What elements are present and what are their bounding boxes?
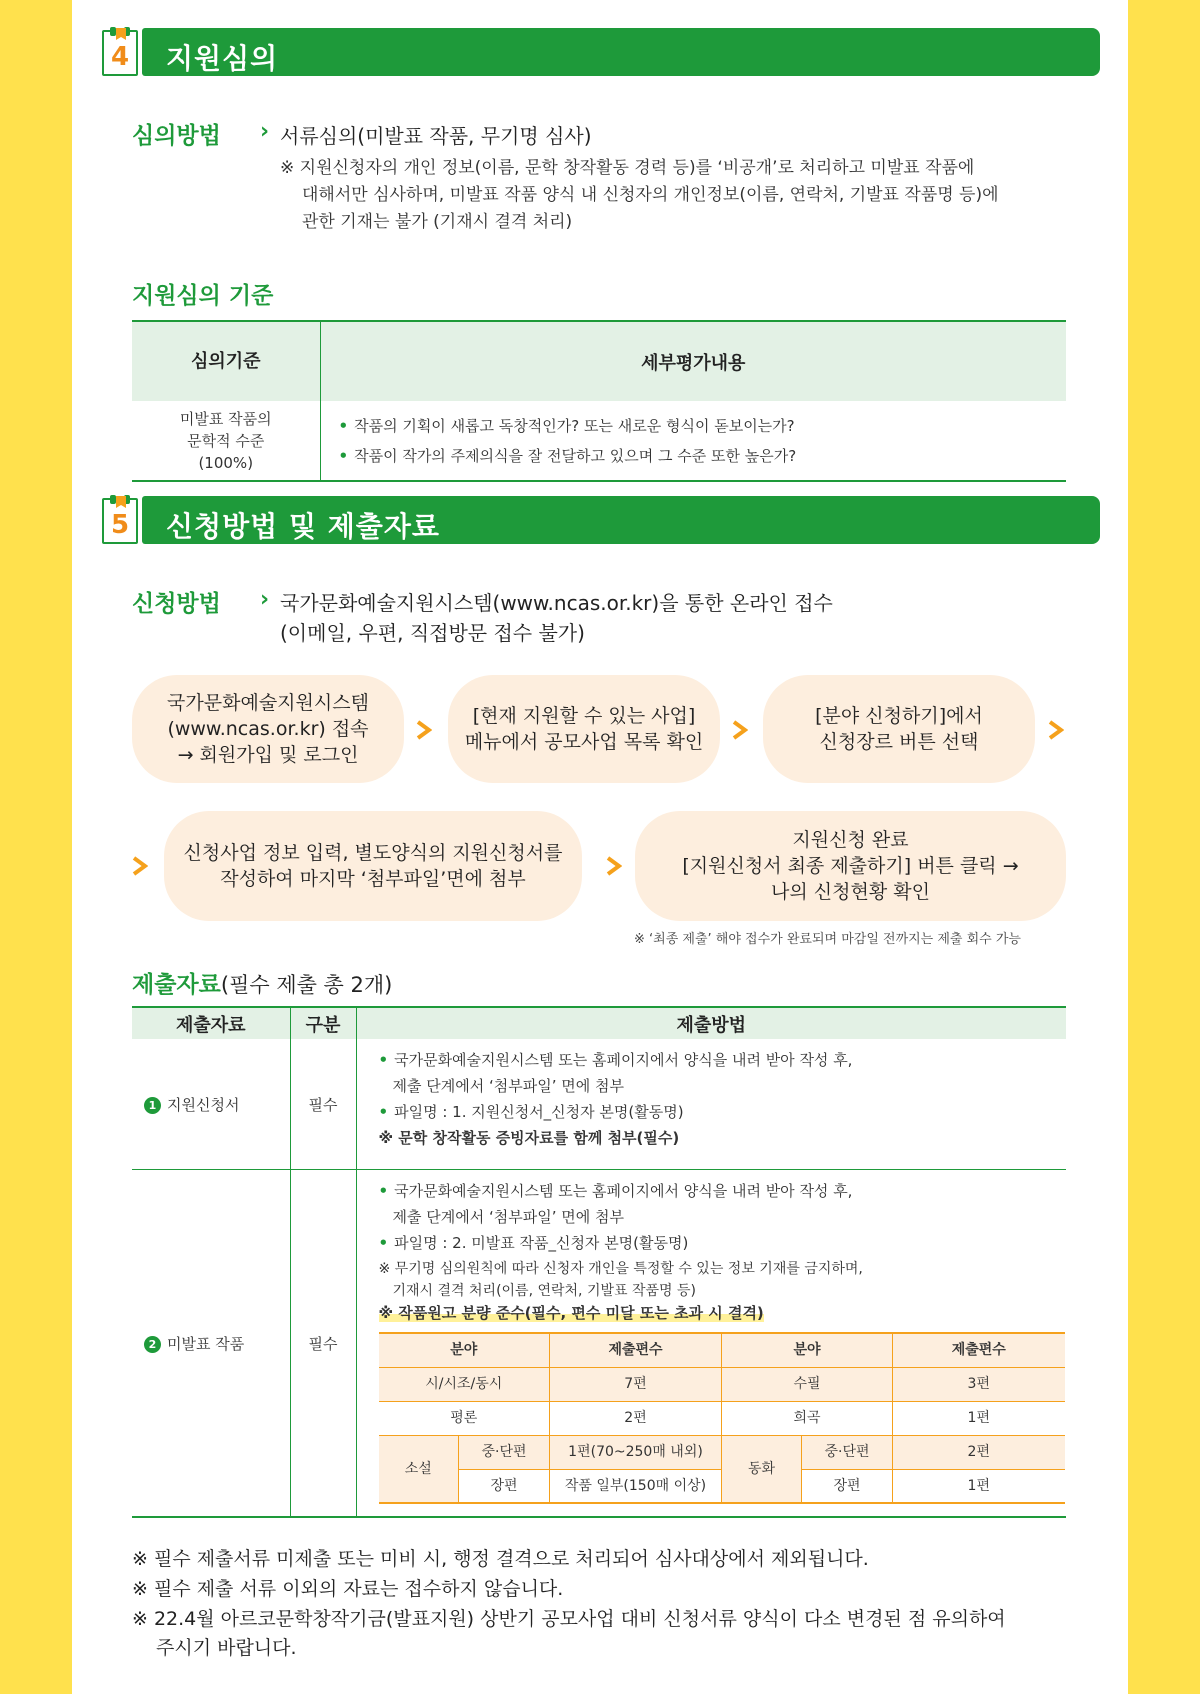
materials-header-1: 제출자료 [132,1007,290,1039]
review-method-label: 심의방법 [132,123,221,149]
criteria-row-label [132,401,320,481]
genre-cell: 평론 [379,1401,550,1435]
count-cell: 1편 [893,1469,1065,1503]
step-5 [635,811,1066,921]
materials-table [132,1006,1066,1518]
calendar-icon [102,498,138,544]
genre-cell: 시/시조/동시 [379,1367,550,1401]
count-cell: 1편(70~250매 내외) [550,1435,722,1469]
materials-title-rest: (필수 제출 총 2개) [220,973,393,997]
inner-header: 분야 [722,1333,893,1367]
criteria-header-2: 세부평가내용 [320,321,1066,401]
subgenre-cell: 중·단편 [459,1435,550,1469]
step-text: [지원신청서 최종 제출하기] 버튼 클릭 → [682,855,1019,877]
inner-header: 분야 [379,1333,550,1367]
section-title: 신청방법 및 제출자료 [166,510,440,543]
subgenre-cell: 중·단편 [802,1435,893,1469]
bullet-icon: • [378,1103,389,1121]
bullet-icon: • [338,446,349,465]
detail-line [379,1230,1067,1256]
bullet-icon: • [378,1182,389,1200]
material-detail [356,1039,1066,1170]
chevron-right-icon [606,856,622,876]
step-1 [132,675,404,783]
criteria-label-line: (100%) [198,453,254,472]
detail-note: 기재시 결격 처리(이름, 연락처, 기발표 작품명 등) [392,1283,696,1299]
materials-header-3: 제출방법 [356,1007,1066,1039]
count-cell: 2편 [893,1435,1065,1469]
step-text: 신청사업 정보 입력, 별도양식의 지원신청서를 [183,842,563,864]
detail-text: 국가문화예술지원시스템 또는 홈페이지에서 양식을 내려 받아 작성 후, [394,1051,853,1069]
material-name [132,1039,290,1170]
step-text: → 회원가입 및 로그인 [177,744,359,766]
step-text: 작성하여 마지막 ‘첨부파일’면에 첨부 [220,868,526,890]
number-badge: 1 [144,1097,161,1114]
step-text: 메뉴에서 공모사업 목록 확인 [464,731,704,753]
material-name-text: 지원신청서 [167,1095,240,1114]
calendar-icon [102,30,138,76]
step-text: 신청장르 버튼 선택 [819,731,979,753]
detail-text: 파일명 : 2. 미발표 작품_신청자 본명(활동명) [394,1234,689,1252]
table-row [132,1170,1066,1518]
page [72,0,1128,1694]
section-number: 5 [110,510,130,540]
section-number: 4 [110,42,130,72]
section-title-bar [142,28,1100,76]
count-cell: 작품 일부(150매 이상) [550,1469,722,1503]
apply-method-text-1: 국가문화예술지원시스템(www.ncas.or.kr)을 통한 온라인 접수 [280,591,833,615]
material-name-text: 미발표 작품 [167,1334,245,1353]
genre-cell: 동화 [722,1435,802,1503]
detail-line [379,1099,1067,1125]
section-4-header [102,28,1100,76]
chevron-right-icon: › [260,119,270,144]
bullet-icon: • [378,1051,389,1069]
detail-text: 제출 단계에서 ‘첨부파일’ 면에 첨부 [392,1208,624,1226]
submission-count-table [379,1332,1065,1504]
genre-cell: 희곡 [722,1401,893,1435]
inner-header: 제출편수 [550,1333,722,1367]
criteria-item-text: 작품의 기획이 새롭고 독창적인가? 또는 새로운 형식이 돋보이는가? [354,416,795,435]
detail-line [379,1047,1067,1073]
review-note-line-1: ※ 지원신청자의 개인 정보(이름, 문학 창작활동 경력 등)를 ‘비공개’로 처리하고 미발표 작품에 [280,158,975,178]
step-text: 나의 신청현황 확인 [771,881,930,903]
genre-cell: 수필 [722,1367,893,1401]
criteria-title: 지원심의 기준 [132,283,274,309]
material-detail [356,1170,1066,1518]
detail-text: 국가문화예술지원시스템 또는 홈페이지에서 양식을 내려 받아 작성 후, [394,1182,853,1200]
criteria-item [339,411,1067,441]
step-text: (www.ncas.or.kr) 접속 [167,718,369,740]
criteria-details [320,401,1066,481]
step-2 [448,675,720,783]
section-title-bar [142,496,1100,544]
review-note-line-3: 관한 기재는 불가 (기재시 결격 처리) [302,212,573,232]
bullet-icon: • [338,416,349,435]
chevron-right-icon [1048,720,1064,740]
detail-line [379,1178,1067,1204]
materials-header-2: 구분 [290,1007,356,1039]
step-text: [분야 신청하기]에서 [815,705,983,727]
criteria-table [132,320,1066,482]
footnote-3-cont: 주시기 바랍니다. [156,1637,297,1659]
count-cell: 1편 [893,1401,1065,1435]
detail-highlight: ※ 작품원고 분량 준수(필수, 편수 미달 또는 초과 시 결격) [378,1304,764,1322]
step-3 [763,675,1035,783]
inner-header: 제출편수 [893,1333,1065,1367]
material-type: 필수 [290,1039,356,1170]
criteria-item [339,441,1067,471]
criteria-label-line: 미발표 작품의 [179,409,272,428]
chevron-right-icon [732,720,748,740]
inner-row [379,1367,1065,1401]
step-text: 국가문화예술지원시스템 [167,692,369,714]
criteria-item-text: 작품이 작가의 주제의식을 잘 전달하고 있으며 그 수준 또한 높은가? [354,446,797,465]
apply-method-label: 신청방법 [132,591,221,617]
inner-row [379,1401,1065,1435]
criteria-header-1: 심의기준 [132,321,320,401]
materials-title-bold: 제출자료 [132,972,221,998]
criteria-label-line: 문학적 수준 [187,431,265,450]
detail-text: 파일명 : 1. 지원신청서_신청자 본명(활동명) [394,1103,684,1121]
step-text: 지원신청 완료 [792,829,909,851]
material-name [132,1170,290,1518]
chevron-right-icon [132,856,148,876]
footnote-1: ※ 필수 제출서류 미제출 또는 미비 시, 행정 결격으로 처리되어 심사대상에서 제외됩니다. [132,1548,869,1570]
footnote-2: ※ 필수 제출 서류 이외의 자료는 접수하지 않습니다. [132,1578,564,1600]
count-cell: 3편 [893,1367,1065,1401]
genre-cell: 소설 [379,1435,459,1503]
detail-text: 제출 단계에서 ‘첨부파일’ 면에 첨부 [392,1077,624,1095]
table-row [132,1039,1066,1170]
chevron-right-icon [416,720,432,740]
inner-row [379,1435,1065,1469]
footnote-3: ※ 22.4월 아르코문학창작기금(발표지원) 상반기 공모사업 대비 신청서류 양식이 다소 변경된 점 유의하여 [132,1608,1006,1630]
review-method-text: 서류심의(미발표 작품, 무기명 심사) [280,124,592,148]
count-cell: 2편 [550,1401,722,1435]
detail-note: ※ 무기명 심의원칙에 따라 신청자 개인을 특정할 수 있는 정보 기재를 금지하며, [378,1261,863,1277]
material-type: 필수 [290,1170,356,1518]
step-text: [현재 지원할 수 있는 사업] [472,705,696,727]
subgenre-cell: 장편 [459,1469,550,1503]
step-4 [164,811,582,921]
count-cell: 7편 [550,1367,722,1401]
bullet-icon: • [378,1234,389,1252]
steps-note: ※ ‘최종 제출’ 해야 접수가 완료되며 마감일 전까지는 제출 회수 가능 [634,932,1021,947]
chevron-right-icon: › [260,587,270,612]
section-5-header [102,496,1100,544]
detail-note: ※ 문학 창작활동 증빙자료를 함께 첨부(필수) [378,1129,680,1147]
review-note-line-2: 대해서만 심사하며, 미발표 작품 양식 내 신청자의 개인정보(이름, 연락처, 기발표 작품명 등)에 [302,185,999,205]
materials-title [132,966,392,999]
subgenre-cell: 장편 [802,1469,893,1503]
apply-method-text-2: (이메일, 우편, 직접방문 접수 불가) [280,621,585,645]
number-badge: 2 [144,1336,161,1353]
section-title: 지원심의 [166,42,279,75]
